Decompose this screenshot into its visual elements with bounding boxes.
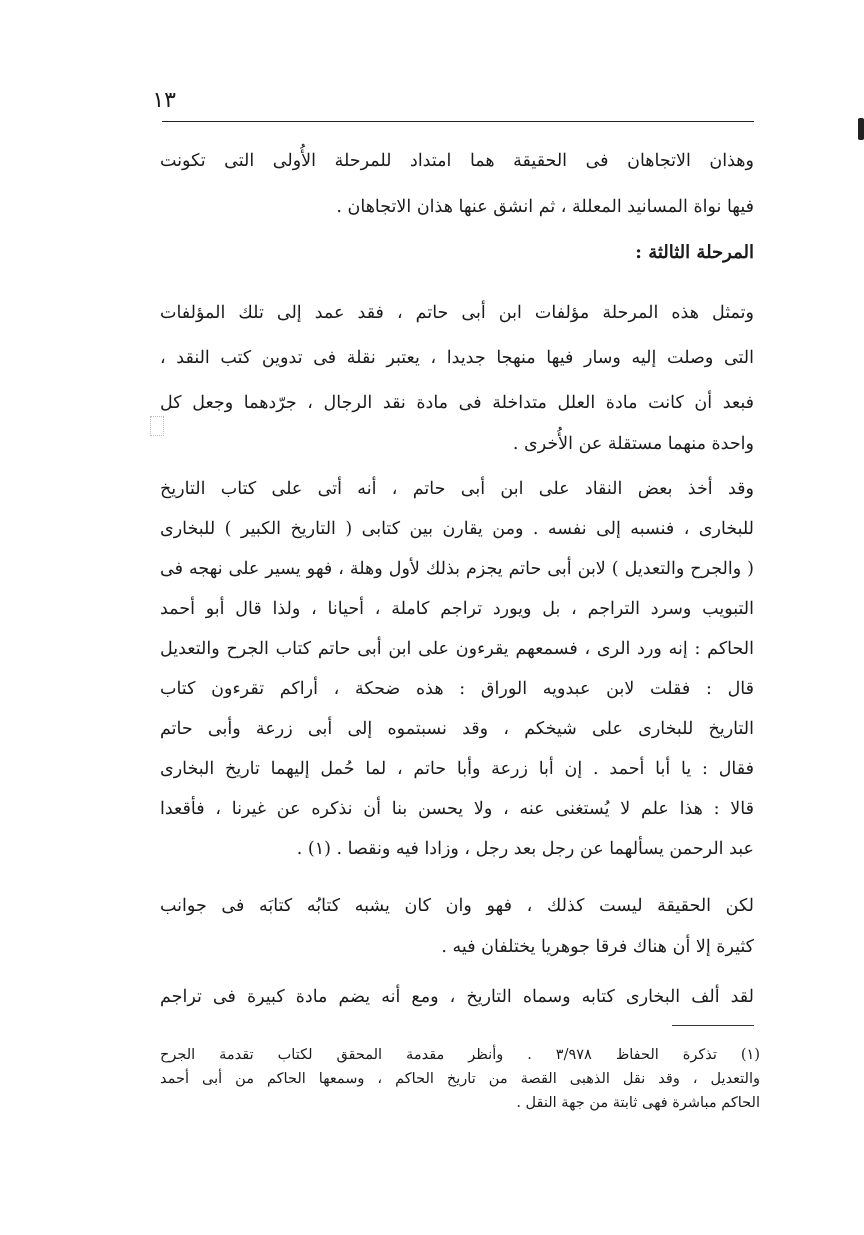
para2-line-2: التى وصلت إليه وسار فيها منهجا جديدا ، يعتبر نقلة فى تدوين كتب النقد ،	[160, 348, 754, 368]
footnote-line-1: (١) تذكرة الحفاظ ٣/٩٧٨ . وأنظر مقدمة المحقق لكتاب تقدمة الجرح	[160, 1047, 760, 1063]
header-rule	[162, 121, 754, 122]
para3-line-7: التاريخ للبخارى على شيخكم ، وقد نسبتموه إلى أبى زرعة وأبى حاتم	[160, 719, 754, 739]
para3-line-4: التبويب وسرد التراجم ، بل ويورد تراجم كاملة ، أحيانا ، ولذا قال أبو أحمد	[160, 599, 754, 619]
para2-line-4: واحدة منهما مستقلة عن الأُخرى .	[512, 434, 754, 454]
margin-speck	[150, 416, 164, 436]
edge-mark	[858, 118, 864, 140]
para3-line-8: فقال : يا أبا أحمد . إن أبا زرعة وأبا حاتم ، لما حُمل إليهما تاريخ البخارى	[160, 759, 754, 779]
para4-line-2: كثيرة إلا أن هناك فرقا جوهريا يختلفان فيه .	[441, 937, 754, 957]
footnote-rule	[672, 1025, 754, 1026]
para3-line-6: قال : فقلت لابن عبدويه الوراق : هذه ضحكة ، أراكم تقرءون كتاب	[160, 679, 754, 699]
para3-line-3: ( والجرح والتعديل ) لابن أبى حاتم يجزم بذلك لأول وهلة ، فهو يسير على نهجه فى	[160, 559, 754, 579]
page-number: ١٣	[152, 88, 176, 113]
para4-line-1: لكن الحقيقة ليست كذلك ، فهو وان كان يشبه كتابُه كتابَه فى جوانب	[160, 896, 754, 916]
para1-line-1: وهذان الاتجاهان فى الحقيقة هما امتداد للمرحلة الأُولى التى تكونت	[160, 151, 754, 171]
para3-line-10: عبد الرحمن يسألهما عن رجل بعد رجل ، وزادا فيه ونقصا . (١) .	[296, 839, 754, 859]
para5-line-1: لقد ألف البخارى كتابه وسماه التاريخ ، ومع أنه يضم مادة كبيرة فى تراجم	[160, 987, 754, 1007]
para2-line-3: فبعد أن كانت مادة العلل متداخلة فى مادة نقد الرجال ، جرّدهما وجعل كل	[160, 393, 754, 413]
para2-line-1: وتمثل هذه المرحلة مؤلفات ابن أبى حاتم ، فقد عمد إلى تلك المؤلفات	[160, 303, 754, 323]
para3-line-5: الحاكم : إنه ورد الرى ، فسمعهم يقرءون على ابن أبى حاتم كتاب الجرح والتعديل	[160, 639, 754, 659]
para1-line-2: فيها نواة المسانيد المعللة ، ثم انشق عنها هذان الاتجاهان .	[336, 197, 754, 217]
para3-line-2: للبخارى ، فنسبه إلى نفسه . ومن يقارن بين كتابى ( التاريخ الكبير ) للبخارى	[160, 519, 754, 539]
footnote-line-2: والتعديل ، وقد نقل الذهبى القصة من تاريخ الحاكم ، وسمعها الحاكم من أبى أحمد	[160, 1071, 760, 1087]
footnote-line-3: الحاكم مباشرة فهى ثابتة من جهة النقل .	[516, 1095, 760, 1111]
para3-line-1: وقد أخذ بعض النقاد على ابن أبى حاتم ، أنه أتى على كتاب التاريخ	[160, 479, 754, 499]
section-heading: المرحلة الثالثة :	[635, 242, 754, 263]
para3-line-9: قالا : هذا علم لا يُستغنى عنه ، ولا يحسن بنا أن نذكره عن غيرنا ، فأقعدا	[160, 799, 754, 819]
